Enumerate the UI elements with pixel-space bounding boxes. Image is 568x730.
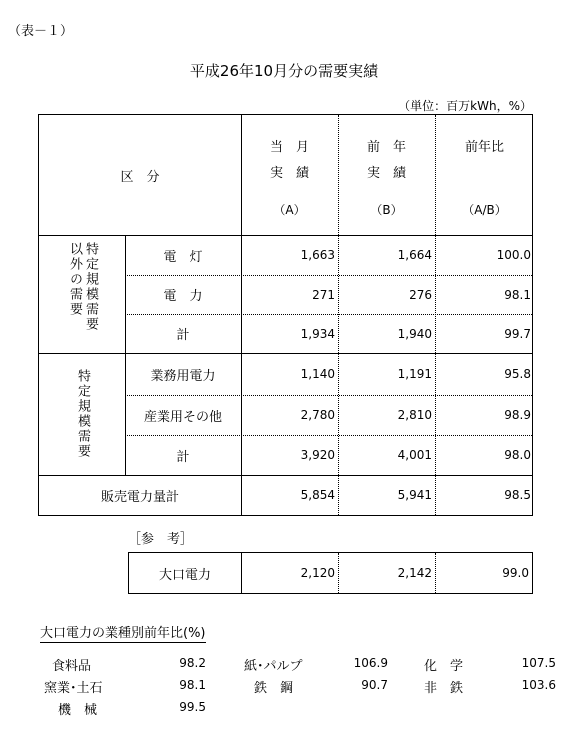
value-previous: 276	[409, 287, 432, 302]
value-current: 3,920	[300, 448, 335, 462]
header-previous: 前 年 実 績 （B）	[366, 140, 406, 217]
value-current: 1,934	[300, 326, 335, 341]
value-current: 2,780	[300, 408, 335, 422]
reference-label: ［参 考］	[128, 532, 194, 547]
value-previous: 1,664	[397, 248, 432, 262]
value-ratio: 98.1	[504, 287, 531, 302]
industry-name: 非 鉄	[424, 681, 464, 696]
value-previous: 1,191	[397, 367, 432, 381]
industry-name: 機 械	[58, 703, 98, 718]
value-current: 1,140	[300, 367, 335, 381]
industry-value: 99.5	[179, 700, 206, 714]
value-ratio: 99.7	[504, 326, 531, 341]
industry-value: 98.2	[179, 656, 206, 670]
table-label: （表－１）	[8, 24, 74, 39]
row-name: 電 力	[163, 289, 203, 304]
industry-name: 食料品	[52, 659, 92, 674]
total-ratio: 98.5	[504, 488, 531, 502]
reference-table	[128, 552, 533, 594]
reference-previous: 2,142	[397, 566, 432, 580]
group-label-specified: 特定規模需要	[75, 369, 90, 459]
demand-table	[38, 114, 533, 516]
industry-value: 90.7	[361, 678, 388, 692]
row-name: 電 灯	[163, 249, 203, 265]
row-name: 業務用電力	[150, 368, 216, 384]
industry-name: 化 学	[424, 659, 464, 674]
industry-value: 98.1	[179, 678, 206, 692]
page-title: 平成26年10月分の需要実績	[189, 62, 379, 80]
reference-current: 2,120	[300, 566, 335, 580]
total-current: 5,854	[300, 488, 335, 502]
header-current: 当 月 実 績 （A）	[269, 140, 309, 217]
industry-name: 鉄 鋼	[254, 681, 294, 696]
unit-label: （単位：百万kWh，%）	[398, 99, 532, 113]
value-current: 271	[312, 287, 335, 302]
value-ratio: 95.8	[504, 367, 531, 381]
header-category: 区 分	[120, 169, 160, 185]
value-ratio: 100.0	[496, 248, 531, 262]
industry-name: 紙･パルプ	[244, 659, 303, 674]
value-previous: 2,810	[397, 408, 432, 422]
industry-value: 107.5	[521, 656, 556, 670]
value-current: 1,663	[300, 248, 335, 262]
reference-ratio: 99.0	[502, 566, 529, 580]
row-name: 産業用その他	[143, 409, 222, 425]
total-label: 販売電力量計	[100, 489, 179, 505]
industry-value: 106.9	[353, 656, 388, 670]
total-previous: 5,941	[397, 488, 432, 502]
value-previous: 1,940	[397, 326, 432, 341]
industry-name: 窯業･土石	[44, 681, 103, 696]
value-previous: 4,001	[397, 448, 432, 462]
industry-value: 103.6	[521, 678, 556, 692]
row-name: 計	[176, 328, 190, 343]
value-ratio: 98.0	[504, 448, 531, 462]
row-name: 計	[176, 449, 190, 465]
group-label-non-specified: 特定規模需要以外の需要	[67, 242, 98, 332]
header-ratio: 前年比 （A/B）	[462, 140, 507, 217]
industry-title: 大口電力の業種別前年比(%)	[40, 622, 206, 643]
reference-name: 大口電力	[158, 567, 211, 583]
value-ratio: 98.9	[504, 408, 531, 422]
